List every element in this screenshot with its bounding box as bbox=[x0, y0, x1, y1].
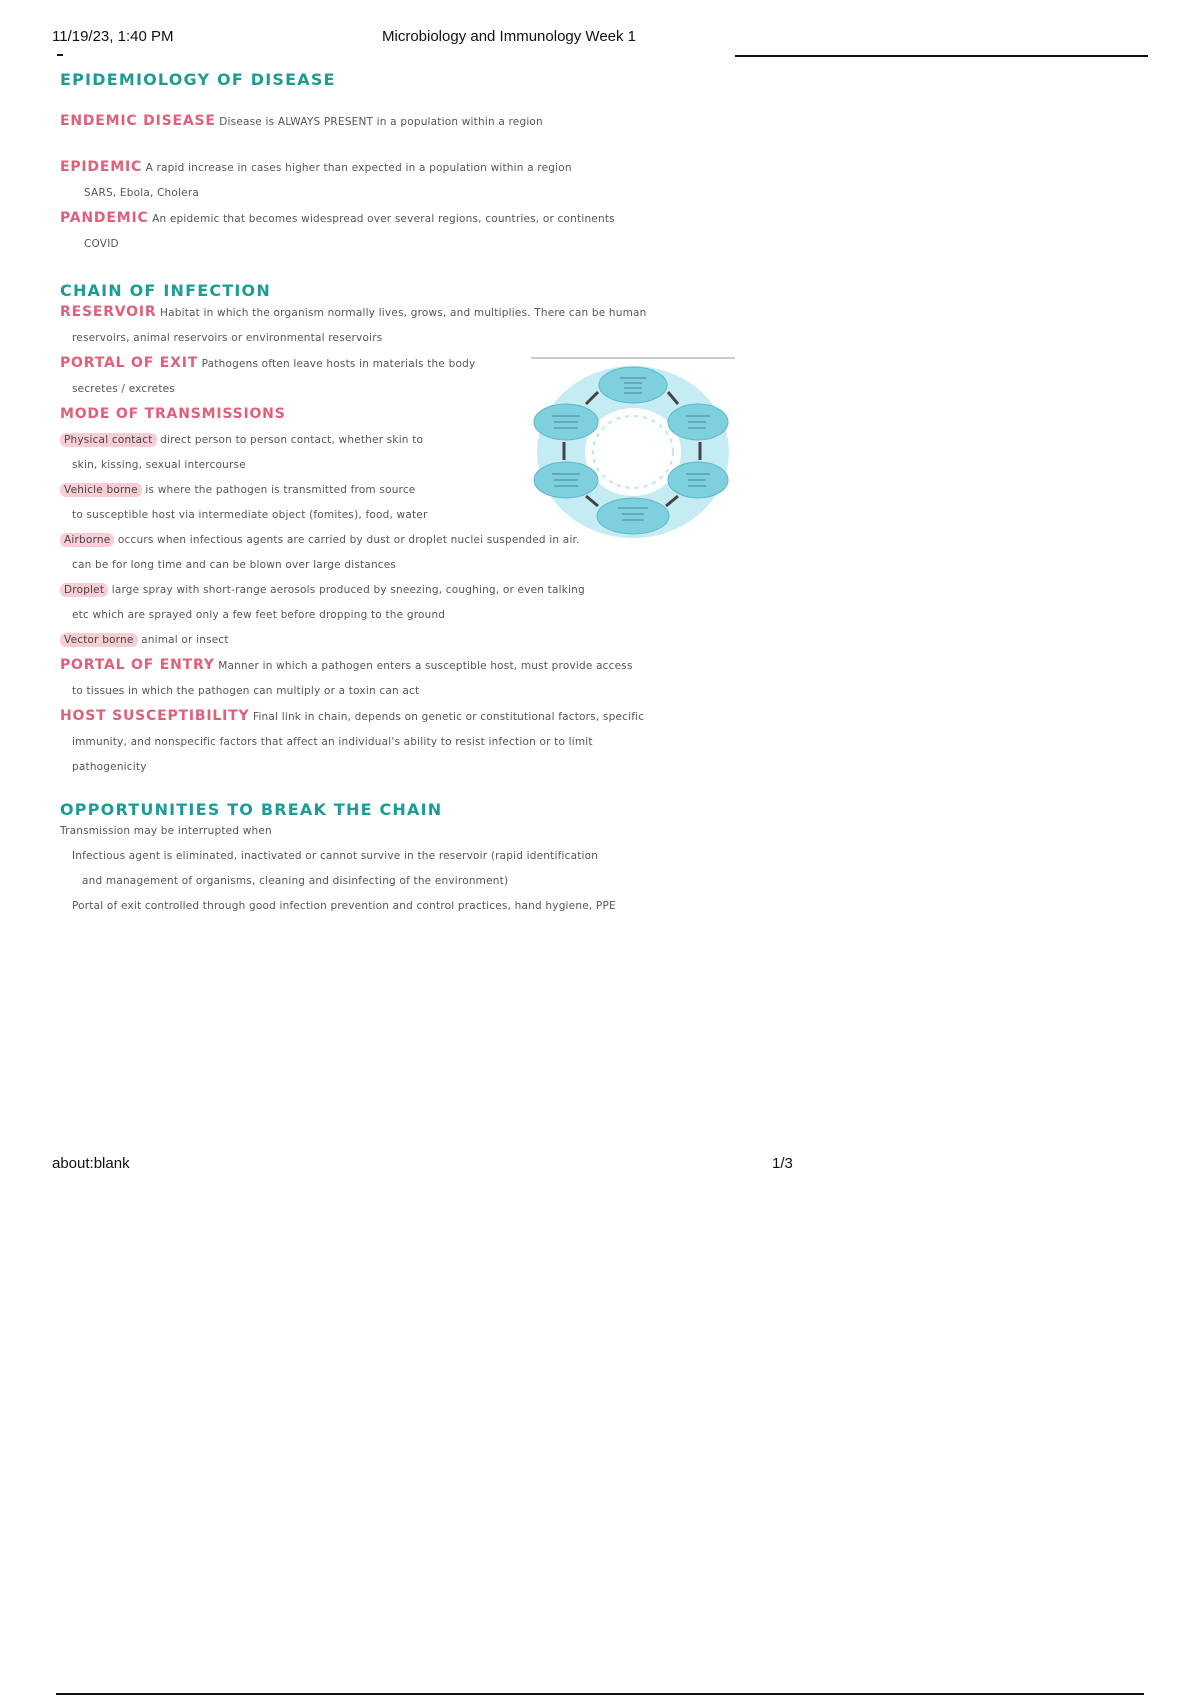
diagram-node-bottom bbox=[597, 498, 669, 534]
label-droplet: Droplet bbox=[60, 583, 108, 597]
physical-contact-text-2: skin, kissing, sexual intercourse bbox=[72, 459, 246, 471]
opportunities-intro: Transmission may be interrupted when bbox=[60, 825, 272, 837]
pandemic-example: COVID bbox=[84, 238, 119, 250]
term-pandemic: PANDEMIC bbox=[60, 210, 149, 226]
portal-entry-text-2: to tissues in which the pathogen can multiply or a toxin can act bbox=[72, 685, 420, 697]
label-vector-borne: Vector borne bbox=[60, 633, 138, 647]
airborne-text-2: can be for long time and can be blown over large distances bbox=[72, 559, 397, 571]
portal-exit-text-2: secretes / excretes bbox=[72, 383, 175, 395]
droplet-text-2: etc which are sprayed only a few feet before dropping to the ground bbox=[72, 609, 446, 621]
print-header bbox=[52, 28, 1148, 50]
document-title: Microbiology and Immunology Week 1 bbox=[382, 28, 637, 45]
droplet-text: large spray with short-range aerosols produced by sneezing, coughing, or even talking bbox=[111, 584, 585, 596]
term-mode-transmission: MODE OF TRANSMISSIONS bbox=[60, 406, 286, 422]
vector-borne-item bbox=[60, 628, 750, 653]
endemic-text: Disease is ALWAYS PRESENT in a population within a region bbox=[219, 116, 543, 128]
epidemic-definition bbox=[60, 155, 750, 181]
vector-borne-text: animal or insect bbox=[141, 634, 229, 646]
epidemic-examples: SARS, Ebola, Cholera bbox=[84, 187, 199, 199]
page-number: 1/3 bbox=[772, 1155, 793, 1172]
host-susceptibility-definition bbox=[60, 704, 750, 730]
droplet-item bbox=[60, 578, 750, 603]
heading-opportunities: OPPORTUNITIES TO BREAK THE CHAIN bbox=[60, 800, 443, 819]
vehicle-borne-text: is where the pathogen is transmitted from source bbox=[145, 484, 416, 496]
heading-epidemiology: EPIDEMIOLOGY OF DISEASE bbox=[60, 70, 336, 89]
airborne-text: occurs when infectious agents are carried by dust or droplet nuclei suspended in air. bbox=[117, 534, 580, 546]
reservoir-text-2: reservoirs, animal reservoirs or environmental reservoirs bbox=[72, 332, 383, 344]
header-rule bbox=[735, 55, 1148, 57]
label-airborne: Airborne bbox=[60, 533, 114, 547]
term-portal-exit: PORTAL OF EXIT bbox=[60, 355, 199, 371]
opportunity-item-1b: and management of organisms, cleaning and disinfecting of the environment) bbox=[82, 875, 509, 887]
chain-of-infection-diagram bbox=[528, 356, 738, 541]
reservoir-text: Habitat in which the organism normally lives, grows, and multiplies. There can be human bbox=[160, 307, 647, 319]
vehicle-borne-text-2: to susceptible host via intermediate object (fomites), food, water bbox=[72, 509, 428, 521]
label-physical-contact: Physical contact bbox=[60, 433, 157, 447]
diagram-inner-circle bbox=[585, 408, 681, 496]
host-susceptibility-text-2: immunity, and nonspecific factors that affect an individual's ability to resist infection or to limit bbox=[72, 736, 593, 748]
portal-entry-definition bbox=[60, 653, 750, 679]
term-portal-entry: PORTAL OF ENTRY bbox=[60, 657, 215, 673]
heading-chain-of-infection: CHAIN OF INFECTION bbox=[60, 281, 271, 300]
physical-contact-text: direct person to person contact, whether skin to bbox=[160, 434, 424, 446]
label-vehicle-borne: Vehicle borne bbox=[60, 483, 142, 497]
opportunity-item-2: Portal of exit controlled through good infection prevention and control practices, hand hygiene, PPE bbox=[72, 900, 616, 912]
epidemic-text: A rapid increase in cases higher than expected in a population within a region bbox=[145, 162, 572, 174]
term-reservoir: RESERVOIR bbox=[60, 304, 157, 320]
portal-entry-text: Manner in which a pathogen enters a susceptible host, must provide access bbox=[218, 660, 633, 672]
pandemic-text: An epidemic that becomes widespread over several regions, countries, or continents bbox=[152, 213, 615, 225]
host-susceptibility-text-3: pathogenicity bbox=[72, 761, 147, 773]
opportunity-item-1: Infectious agent is eliminated, inactivated or cannot survive in the reservoir (rapid identification bbox=[72, 850, 599, 862]
print-datetime: 11/19/23, 1:40 PM bbox=[52, 28, 174, 45]
header-tick bbox=[57, 54, 63, 56]
term-host-susceptibility: HOST SUSCEPTIBILITY bbox=[60, 708, 250, 724]
footer-url: about:blank bbox=[52, 1155, 130, 1172]
term-endemic: ENDEMIC DISEASE bbox=[60, 113, 216, 129]
host-susceptibility-text: Final link in chain, depends on genetic or constitutional factors, specific bbox=[252, 711, 645, 723]
reservoir-definition bbox=[60, 300, 750, 326]
bottom-rule bbox=[56, 1693, 1144, 1695]
endemic-definition bbox=[60, 109, 750, 135]
term-epidemic: EPIDEMIC bbox=[60, 159, 143, 175]
portal-exit-text: Pathogens often leave hosts in materials the body bbox=[201, 358, 476, 370]
pandemic-definition bbox=[60, 206, 750, 232]
diagram-node-top bbox=[599, 367, 667, 403]
